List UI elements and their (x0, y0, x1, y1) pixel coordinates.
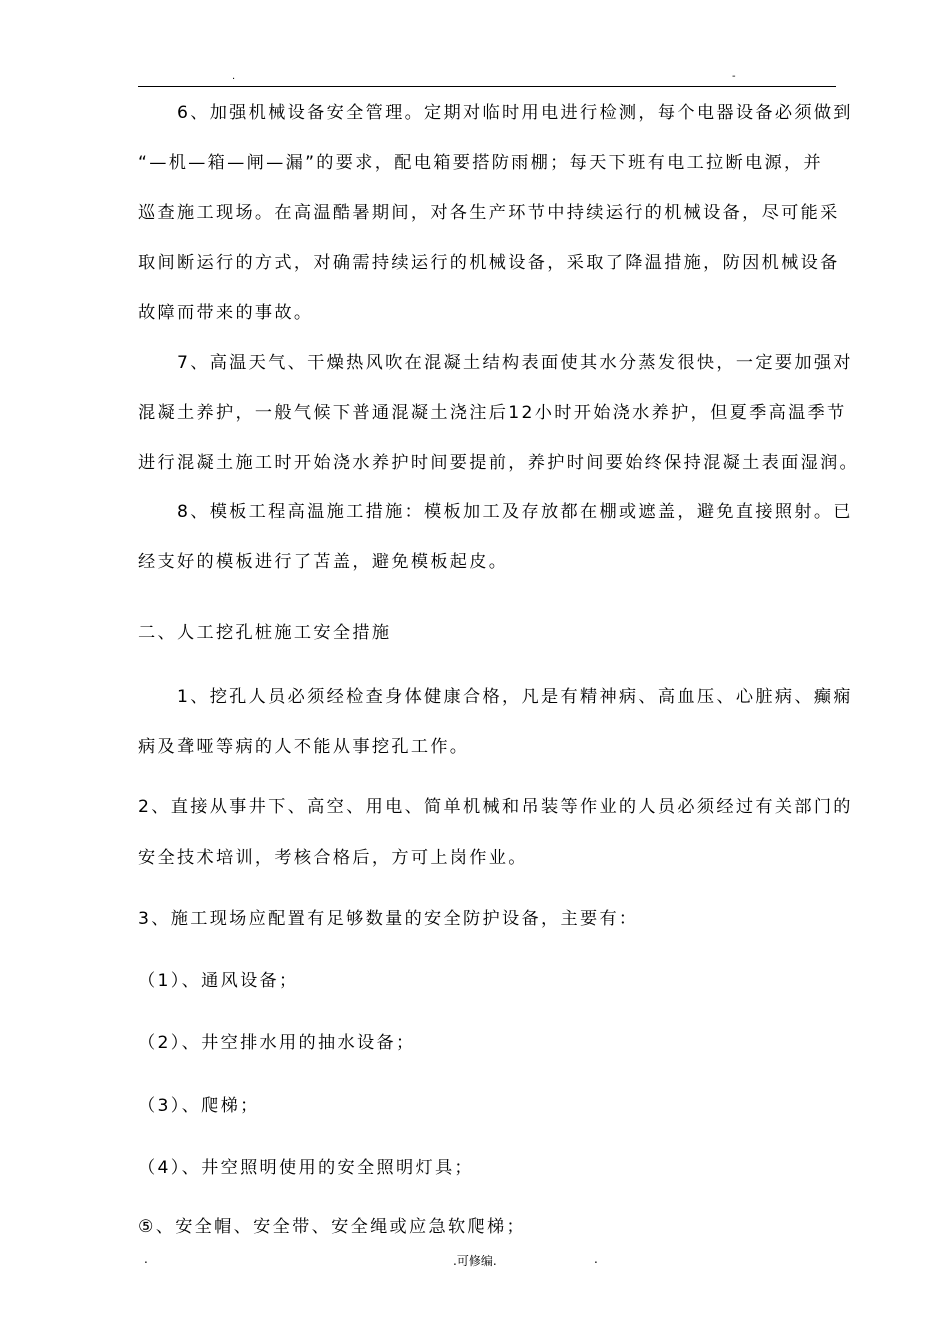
header-rule (138, 86, 836, 87)
footer-dot-left: . (144, 1252, 148, 1266)
text-line: 进行混凝土施工时开始浇水养护时间要提前，养护时间要始终保持混凝土表面湿润。 (138, 453, 860, 473)
list-item: （2）、井空排水用的抽水设备； (138, 1033, 416, 1053)
text-line: 7、高温天气、干燥热风吹在混凝土结构表面使其水分蒸发很快，一定要加强对 (138, 353, 853, 373)
text-line: 取间断运行的方式，对确需持续运行的机械设备，采取了降温措施，防因机械设备 (138, 253, 840, 273)
header-dot-left: . (232, 71, 236, 82)
text-line: 3、施工现场应配置有足够数量的安全防护设备，主要有： (138, 909, 639, 929)
text-line: “—机—箱—闸—漏”的要求，配电箱要搭防雨棚；每天下班有电工拉断电源，并 (138, 153, 823, 173)
text-line: 混凝土养护，一般气候下普通混凝土浇注后12小时开始浇水养护，但夏季高温季节 (138, 403, 847, 423)
section-heading: 二、人工挖孔桩施工安全措施 (138, 623, 392, 643)
text-line: 6、加强机械设备安全管理。定期对临时用电进行检测，每个电器设备必须做到 (138, 103, 853, 123)
footer-editable-note: .可修编. (453, 1254, 497, 1268)
header-dot-right: - (732, 71, 736, 82)
text-line: 病及聋哑等病的人不能从事挖孔工作。 (138, 737, 470, 757)
footer-dot-right: . (594, 1252, 598, 1266)
list-item: （4）、井空照明使用的安全照明灯具； (138, 1158, 474, 1178)
text-line: 8、模板工程高温施工措施：模板加工及存放都在棚或遮盖，避免直接照射。已 (138, 502, 853, 522)
text-line: 2、直接从事井下、高空、用电、简单机械和吊装等作业的人员必须经过有关部门的 (138, 797, 853, 817)
list-item: （1）、通风设备； (138, 971, 299, 991)
text-line: 安全技术培训，考核合格后，方可上岗作业。 (138, 848, 528, 868)
text-line: 1、挖孔人员必须经检查身体健康合格，凡是有精神病、高血压、心脏病、癫痫 (138, 687, 853, 707)
list-item: ⑤、安全帽、安全带、安全绳或应急软爬梯； (138, 1217, 526, 1237)
text-line: 巡查施工现场。在高温酷暑期间，对各生产环节中持续运行的机械设备，尽可能采 (138, 203, 840, 223)
list-item: （3）、爬梯； (138, 1096, 260, 1116)
text-line: 故障而带来的事故。 (138, 303, 314, 323)
text-line: 经支好的模板进行了苫盖，避免模板起皮。 (138, 552, 509, 572)
